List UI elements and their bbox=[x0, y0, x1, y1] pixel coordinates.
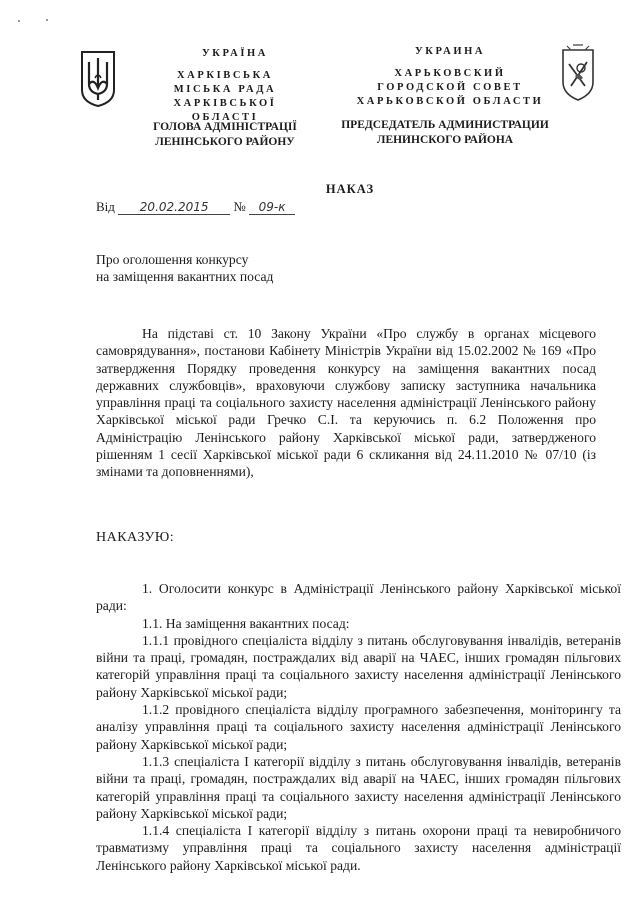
order-item-1-1-4: 1.1.4 спеціаліста І категорії відділу з питань охорони праці та невиробничого травматизму управління праці та соціального захисту населення адміністрації Ленінського району Харківської міської ради. bbox=[96, 823, 621, 873]
subject-line2: на заміщення вакантних посад bbox=[96, 269, 274, 284]
header-right-council-line2: ГОРОДСКОЙ СОВЕТ bbox=[377, 82, 523, 93]
order-item-1-1-2: 1.1.2 провідного спеціаліста відділу програмного забезпечення, моніторингу та аналізу управління праці та соціального захисту населення адміністрації Ленінського району Харківської міської ради; bbox=[96, 702, 621, 752]
date-number-line bbox=[96, 199, 396, 221]
scan-speck bbox=[18, 20, 20, 22]
header-right-council-line1: ХАРЬКОВСКИЙ bbox=[394, 68, 506, 79]
header-right-country: УКРАИНА bbox=[414, 46, 486, 57]
date-handwritten: 20.02.2015 bbox=[118, 200, 230, 215]
scan-speck bbox=[46, 19, 48, 21]
date-prefix: Від bbox=[96, 199, 115, 214]
ukraine-trident-emblem-icon bbox=[78, 48, 118, 108]
header-right-council-line3: ХАРЬКОВСКОЙ ОБЛАСТИ bbox=[356, 96, 544, 107]
order-word: НАКАЗУЮ: bbox=[96, 530, 175, 545]
order-item-1-1: 1.1. На заміщення вакантних посад: bbox=[142, 615, 350, 631]
order-item-1-1-3: 1.1.3 спеціаліста І категорії відділу з питань обслуговування інвалідів, ветеранів війни та праці, громадян, постраждалих від аварії на ЧАЕС, інших громадян пільгових категорій управління праці та соціального захисту населення адміністрації Ленінського району Харківської міської ради; bbox=[96, 753, 621, 821]
header-left-country: УКРАЇНА bbox=[201, 48, 268, 59]
header-left-head-line2: ЛЕНІНСЬКОГО РАЙОНУ bbox=[155, 136, 295, 148]
header-right-head-line2: ЛЕНИНСКОГО РАЙОНА bbox=[376, 134, 514, 146]
number-prefix: № bbox=[233, 199, 246, 214]
preamble-block bbox=[96, 325, 596, 481]
order-items bbox=[96, 580, 621, 874]
preamble-paragraph: На підставі ст. 10 Закону України «Про службу в органах місцевого самоврядування», постанови Кабінету Міністрів України від 15.02.2002 № 169 «Про затвердження Порядку проведення конкурсу на заміщення вакантних посад державних службовців», враховуючи службову записку заступника начальника управління праці та соціального захисту населення адміністрації Ленінського району Харківської міської ради Гречко С.І. та керуючись п. 6.2 Положення про Адміністрацію Ленінського району Харківської міської ради, затвердженого рішенням 1 сесії Харківської міської ради 6 скликання від 24.11.2010 № 07/10 (із змінами та доповненнями), bbox=[96, 326, 596, 480]
order-item-1: 1. Оголосити конкурс в Адміністрації Ленінського району Харківської міської ради: bbox=[96, 581, 621, 614]
number-handwritten: 09-к bbox=[249, 200, 295, 215]
kharkiv-coat-of-arms-icon bbox=[557, 42, 599, 104]
header-left-council-line2: МІСЬКА РАДА bbox=[173, 84, 277, 95]
header-left-head-line1: ГОЛОВА АДМІНІСТРАЦІЇ bbox=[153, 121, 297, 133]
subject-block bbox=[96, 251, 396, 285]
order-item-1-1-1: 1.1.1 провідного спеціаліста відділу з питань обслуговування інвалідів, ветеранів війни та праці, громадян, постраждалих від аварії на ЧАЕС, інших громадян пільгових категорій управління праці та соціального захисту населення адміністрації Ленінського району Харківської міської ради; bbox=[96, 632, 621, 700]
subject-line1: Про оголошення конкурсу bbox=[96, 252, 249, 267]
header-left-council-line1: ХАРКІВСЬКА bbox=[176, 70, 273, 81]
header-right-head-line1: ПРЕДСЕДАТЕЛЬ АДМИНИСТРАЦИИ bbox=[341, 119, 549, 131]
doc-type-title: НАКАЗ bbox=[325, 182, 375, 196]
header-left-council-line3: ХАРКІВСЬКОЇ ОБЛАСТІ bbox=[173, 98, 277, 123]
